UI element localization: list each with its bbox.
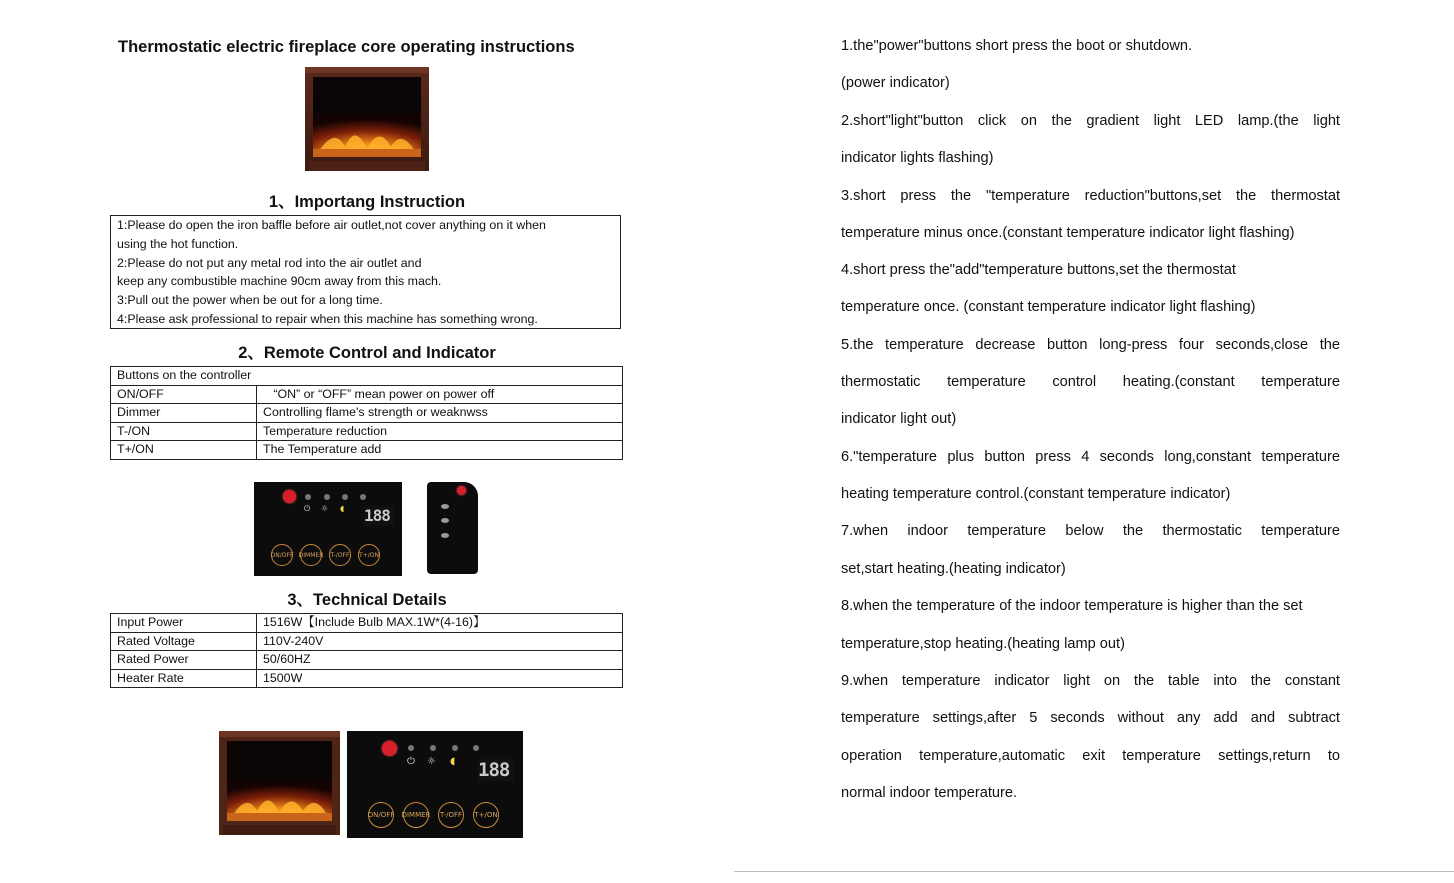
technical-table [110, 613, 623, 688]
table-cell-key: Heater Rate [111, 669, 257, 688]
indicator-led-icon [324, 494, 330, 500]
temp-minus-button: T-/OFF [438, 802, 464, 828]
remote-control-image [427, 482, 478, 574]
controls-table [110, 366, 623, 460]
table-row [111, 385, 623, 404]
indicator-led-icon [430, 745, 436, 751]
page-divider [734, 871, 1454, 872]
instruction-text-line: temperature minus once.(constant temperature indicator light flashing) [841, 225, 1295, 241]
instruction-text-line: heating temperature control.(constant temperature indicator) [841, 486, 1231, 502]
power-led-icon [382, 741, 397, 756]
instruction-text-line: 1.the"power"buttons short press the boot or shutdown. [841, 38, 1193, 54]
table-cell-key: Input Power [111, 614, 257, 633]
instruction-text-line: temperature settings,after 5 seconds without any add and subtract [841, 710, 1340, 726]
table-row [111, 669, 623, 688]
instruction-text-line: operation temperature,automatic exit temperature settings,return to [841, 748, 1340, 764]
instruction-text-line: 7.when indoor temperature below the thermostatic temperature [841, 523, 1340, 539]
on-off-button: ON/OFF [368, 802, 394, 828]
instruction-text-line: 8.when the temperature of the indoor temperature is higher than the set [841, 598, 1303, 614]
temperature-display: 188 [478, 759, 514, 781]
section-title-technical: 3、Technical Details [287, 591, 447, 609]
temp-plus-button: T+/ON [473, 802, 499, 828]
instruction-text-line: indicator light out) [841, 411, 957, 427]
instruction-text-line: 2.short"light"button click on the gradient light LED lamp.(the light [841, 113, 1340, 129]
dimmer-button: DIMMER [403, 802, 429, 828]
light-symbol-icon: ☼ [321, 504, 329, 513]
power-symbol-icon: ⏻ [407, 756, 415, 767]
table-row [111, 651, 623, 670]
power-symbol-icon: ⏻ [304, 504, 311, 513]
fireplace-image-bottom [219, 731, 340, 835]
important-instructions-box [110, 215, 621, 329]
temp-plus-button: T+/ON [358, 544, 380, 566]
table-row [111, 367, 623, 386]
instruction-text-line: 9.when temperature indicator light on the table into the constant [841, 673, 1340, 689]
table-cell-key: T-/ON [111, 422, 257, 441]
indicator-led-icon [305, 494, 311, 500]
remote-button-icon [441, 533, 449, 538]
instruction-text-line: temperature once. (constant temperature indicator light flashing) [841, 299, 1256, 315]
document-title: Thermostatic electric fireplace core operating instructions [118, 38, 575, 56]
table-cell-value: The Temperature add [257, 441, 623, 460]
instruction-line: 3:Pull out the power when be out for a long time. [117, 293, 383, 308]
instruction-text-line: set,start heating.(heating indicator) [841, 561, 1066, 577]
table-cell-value: 1516W【Include Bulb MAX.1W*(4-16)】 [257, 614, 623, 633]
table-row [111, 422, 623, 441]
power-led-icon [283, 490, 296, 503]
instruction-text-line: 5.the temperature decrease button long-press four seconds,close the [841, 337, 1340, 353]
instruction-text-line: temperature,stop heating.(heating lamp out) [841, 636, 1125, 652]
table-cell-key: Rated Power [111, 651, 257, 670]
table-cell-value: 50/60HZ [257, 651, 623, 670]
instruction-text-line: 4.short press the"add"temperature buttons,set the thermostat [841, 262, 1236, 278]
table-cell-value: Temperature reduction [257, 422, 623, 441]
table-cell-value [257, 385, 623, 404]
instruction-line: using the hot function. [117, 236, 239, 251]
fireplace-image [305, 67, 429, 171]
table-row [111, 614, 623, 633]
instruction-text-line: 3.short press the "temperature reduction"buttons,set the thermostat [841, 188, 1340, 204]
instruction-text-line: indicator lights flashing) [841, 150, 994, 166]
table-row [111, 441, 623, 460]
instruction-line: 2:Please do not put any metal rod into the air outlet and [117, 255, 422, 270]
indicator-led-icon [360, 494, 366, 500]
controls-table-header: Buttons on the controller [111, 367, 623, 386]
section-title-important: 1、Importang Instruction [268, 193, 466, 211]
temperature-display: 188 [364, 506, 394, 526]
light-symbol-icon: ☼ [427, 756, 436, 767]
remote-button-icon [441, 518, 449, 523]
table-cell-key: Rated Voltage [111, 632, 257, 651]
table-cell-value: Controlling flame's strength or weaknwss [257, 404, 623, 423]
indicator-led-icon [452, 745, 458, 751]
table-cell-value-text: “ON” or “OFF” mean power on power off [273, 386, 495, 401]
instruction-line: 4:Please ask professional to repair when this machine has something wrong. [117, 311, 538, 326]
remote-power-button-icon [457, 486, 466, 495]
dimmer-button: DIMMER [300, 544, 322, 566]
instruction-text-line: normal indoor temperature. [841, 785, 1018, 801]
table-row [111, 404, 623, 423]
control-panel-image-large [347, 731, 523, 838]
on-off-button: ON/OFF [271, 544, 293, 566]
flame-symbol-icon: ◖ [340, 504, 345, 513]
table-cell-value: 110V-240V [257, 632, 623, 651]
indicator-led-icon [342, 494, 348, 500]
table-row [111, 632, 623, 651]
table-cell-value: 1500W [257, 669, 623, 688]
instruction-line: 1:Please do open the iron baffle before air outlet,not cover anything on it when [117, 218, 546, 232]
indicator-led-icon [408, 745, 414, 751]
control-panel-image [254, 482, 402, 576]
instruction-text-line: (power indicator) [841, 75, 950, 91]
table-cell-key: T+/ON [111, 441, 257, 460]
flame-symbol-icon: ◖ [450, 756, 456, 767]
table-cell-key: Dimmer [111, 404, 257, 423]
table-cell-key: ON/OFF [111, 385, 257, 404]
section-title-remote: 2、Remote Control and Indicator [238, 344, 496, 362]
instruction-text-line: thermostatic temperature control heating.(constant temperature [841, 374, 1340, 390]
remote-button-icon [441, 504, 449, 509]
instruction-line: keep any combustible machine 90cm away from this mach. [117, 274, 442, 289]
temp-minus-button: T-/OFF [329, 544, 351, 566]
instruction-text-line: 6."temperature plus button press 4 seconds long,constant temperature [841, 449, 1340, 465]
indicator-led-icon [473, 745, 479, 751]
